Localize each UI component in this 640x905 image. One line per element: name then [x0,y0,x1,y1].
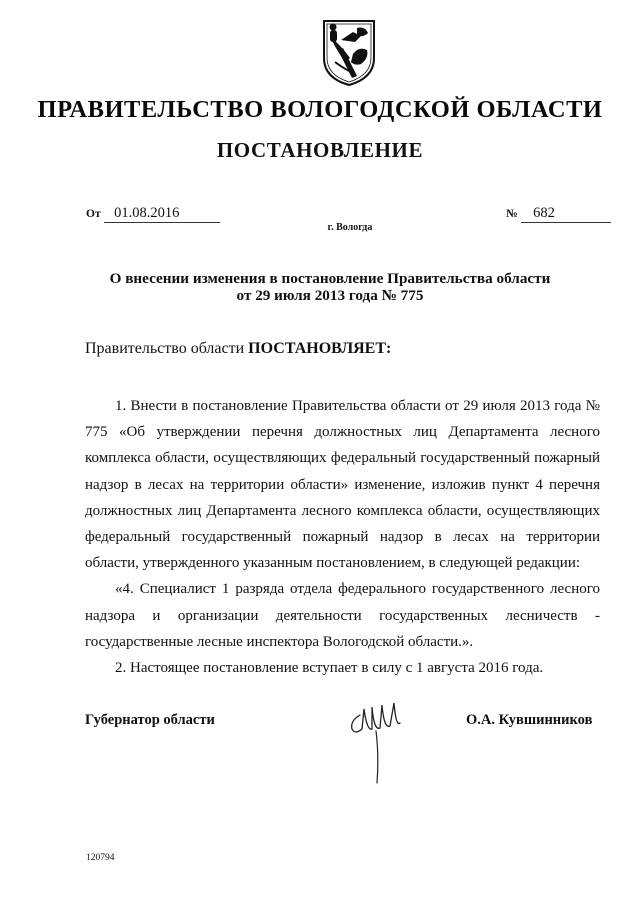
clause-quote: «4. Специалист 1 разряда отдела федерального государственного лесного надзора и организации деятельности государственных лесничеств - государственные лесные инспектора Вологодской области.». [85,581,600,650]
government-title: ПРАВИТЕЛЬСТВО ВОЛОГОДСКОЙ ОБЛАСТИ [37,96,603,123]
document-number [506,205,611,223]
date-label: От [86,208,101,220]
document-date [86,205,220,223]
document-subject [80,270,580,304]
document-body [85,393,600,681]
issue-city: г. Вологда [327,222,373,233]
document-code: 120794 [86,853,115,863]
subject-line-2: от 29 июля 2013 года № 775 [236,287,424,304]
number-value: 682 [521,205,611,223]
signer-position: Губернатор области [85,712,215,728]
signer-name: О.А. Кувшинников [466,712,593,728]
preamble-text: Правительство области [85,340,245,357]
clause-2: 2. Настоящее постановление вступает в силу с 1 августа 2016 года. [115,660,544,677]
preamble [85,340,391,358]
preamble-verb: ПОСТАНОВЛЯЕТ: [248,340,392,357]
clause-1: 1. Внести в постановление Правительства области от 29 июля 2013 года № 775 «Об утверждении перечня должностных лиц Департамента лесного комплекса области, осуществляющих федеральный государственный пожарный надзор в лесах на территории области» изменение, изложив пункт 4 перечня должностных лиц Департамента лесного комплекса области, осуществляющих федеральный государственный пожарный надзор в лесах на территории области, утвержденного указанным постановлением, в следующей редакции: [85,398,600,572]
subject-line-1: О внесении изменения в постановление Правительства области [109,270,551,287]
document-type: ПОСТАНОВЛЕНИЕ [216,138,424,162]
vologda-coat-of-arms-icon [321,18,377,88]
date-value: 01.08.2016 [104,205,220,223]
number-label: № [506,208,518,220]
handwritten-signature-icon [346,695,408,785]
